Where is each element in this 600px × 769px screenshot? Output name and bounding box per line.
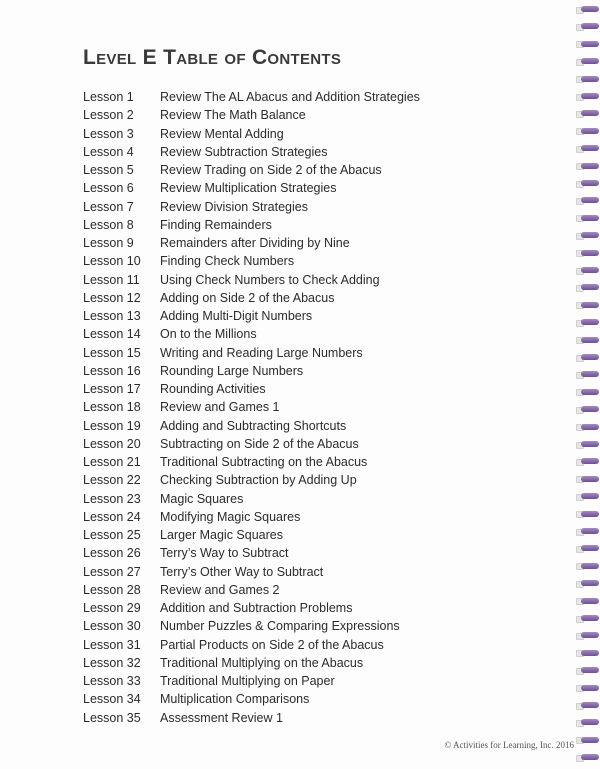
binding-coil [581,545,599,551]
binding-coil [581,58,599,64]
lesson-number: Lesson 6 [83,181,134,196]
lesson-number: Lesson 9 [83,236,134,251]
binding-coil [581,145,599,151]
binding-coil [581,41,599,47]
toc-entry [83,526,563,544]
toc-entry [83,508,563,526]
lesson-number: Lesson 14 [83,327,141,342]
lesson-number: Lesson 25 [83,528,141,543]
lesson-number: Lesson 8 [83,217,134,232]
toc-entry [83,344,563,362]
lesson-title: Modifying Magic Squares [160,509,301,524]
lesson-title: Finding Check Numbers [160,254,295,269]
lesson-title: Number Puzzles & Comparing Expressions [160,619,400,634]
lesson-number: Lesson 16 [83,363,141,378]
binding-coil [581,302,599,308]
lesson-number: Lesson 1 [83,90,134,105]
binding-coil [581,406,599,412]
binding-coil [581,163,599,169]
toc-entry [83,490,563,508]
lesson-number: Lesson 11 [83,272,140,287]
lesson-title: Review Subtraction Strategies [160,144,328,159]
table-of-contents [83,88,563,727]
binding-coil [581,737,599,743]
binding-coil [581,650,599,656]
page-title: Level E Table of Contents [83,46,342,69]
lesson-title: Terry’s Other Way to Subtract [160,564,324,579]
binding-coil [581,76,599,82]
binding-coil [581,685,599,691]
lesson-number: Lesson 33 [83,674,141,689]
lesson-title: Subtracting on Side 2 of the Abacus [160,436,359,451]
lesson-number: Lesson 7 [83,199,134,214]
lesson-number: Lesson 22 [83,473,141,488]
lesson-title: Assessment Review 1 [160,710,283,725]
lesson-number: Lesson 21 [83,455,141,470]
spiral-binding [574,0,600,769]
toc-entry [83,709,563,727]
toc-entry [83,179,563,197]
lesson-number: Lesson 18 [83,400,141,415]
lesson-number: Lesson 17 [83,382,141,397]
lesson-title: Rounding Large Numbers [160,363,304,378]
lesson-title: Addition and Subtraction Problems [160,601,353,616]
binding-coil [581,719,599,725]
toc-entry [83,325,563,343]
binding-coil [581,319,599,325]
lesson-number: Lesson 19 [83,418,141,433]
lesson-number: Lesson 15 [83,345,141,360]
lesson-number: Lesson 12 [83,290,141,305]
binding-coil [581,702,599,708]
lesson-title: Magic Squares [160,491,244,506]
binding-coil [581,180,599,186]
lesson-title: On to the Millions [160,327,257,342]
binding-coil [581,424,599,430]
binding-coil [581,93,599,99]
binding-coil [581,23,599,29]
binding-coil [581,215,599,221]
lesson-title: Traditional Multiplying on the Abacus [160,655,364,670]
lesson-title: Review and Games 1 [160,400,280,415]
toc-entry [83,690,563,708]
binding-coil [581,354,599,360]
toc-entry [83,271,563,289]
toc-entry [83,252,563,270]
toc-entry [83,143,563,161]
binding-coil [581,441,599,447]
binding-coil [581,580,599,586]
lesson-number: Lesson 27 [83,564,141,579]
toc-entry [83,471,563,489]
lesson-title: Rounding Activities [160,382,266,397]
toc-entry [83,216,563,234]
binding-coil [581,458,599,464]
toc-entry [83,398,563,416]
toc-entry [83,380,563,398]
lesson-number: Lesson 5 [83,163,134,178]
binding-coil [581,250,599,256]
binding-coil [581,667,599,673]
lesson-title: Larger Magic Squares [160,528,283,543]
binding-coil [581,337,599,343]
toc-entry [83,435,563,453]
binding-coil [581,528,599,534]
binding-coil [581,615,599,621]
lesson-number: Lesson 34 [83,692,141,707]
lesson-number: Lesson 23 [83,491,141,506]
lesson-title: Adding on Side 2 of the Abacus [160,290,335,305]
lesson-title: Review Trading on Side 2 of the Abacus [160,163,382,178]
lesson-number: Lesson 24 [83,509,141,524]
lesson-title: Adding Multi-Digit Numbers [160,309,313,324]
lesson-title: Using Check Numbers to Check Adding [160,272,380,287]
toc-entry [83,544,563,562]
lesson-number: Lesson 13 [83,309,141,324]
toc-entry [83,234,563,252]
binding-coil [581,110,599,116]
toc-entry [83,289,563,307]
binding-coil [581,267,599,273]
binding-coil [581,493,599,499]
lesson-number: Lesson 30 [83,619,141,634]
binding-coil [581,232,599,238]
toc-entry [83,581,563,599]
lesson-number: Lesson 32 [83,655,141,670]
lesson-title: Traditional Subtracting on the Abacus [160,455,368,470]
lesson-title: Review The AL Abacus and Addition Strategies [160,90,420,105]
lesson-title: Review and Games 2 [160,582,280,597]
lesson-title: Multiplication Comparisons [160,692,310,707]
lesson-title: Terry’s Way to Subtract [160,546,289,561]
binding-coil [581,563,599,569]
toc-entry [83,417,563,435]
binding-coil [581,371,599,377]
binding-coil [581,598,599,604]
lesson-title: Checking Subtraction by Adding Up [160,473,357,488]
lesson-number: Lesson 4 [83,144,134,159]
lesson-number: Lesson 26 [83,546,141,561]
toc-entry [83,453,563,471]
binding-coil [581,197,599,203]
lesson-title: Review The Math Balance [160,108,306,123]
lesson-title: Traditional Multiplying on Paper [160,674,335,689]
lesson-title: Remainders after Dividing by Nine [160,236,350,251]
binding-coil [581,476,599,482]
lesson-number: Lesson 35 [83,710,141,725]
lesson-number: Lesson 20 [83,436,141,451]
lesson-number: Lesson 3 [83,126,134,141]
toc-entry [83,672,563,690]
lesson-title: Adding and Subtracting Shortcuts [160,418,347,433]
binding-coil [581,128,599,134]
binding-coil [581,6,599,12]
binding-coil [581,511,599,517]
toc-entry [83,198,563,216]
binding-coil [581,632,599,638]
toc-entry [83,599,563,617]
lesson-title: Review Mental Adding [160,126,284,141]
toc-entry [83,636,563,654]
lesson-number: Lesson 10 [83,254,141,269]
lesson-title: Writing and Reading Large Numbers [160,345,363,360]
lesson-number: Lesson 28 [83,582,141,597]
lesson-title: Partial Products on Side 2 of the Abacus [160,637,384,652]
toc-entry [83,106,563,124]
binding-coil [581,754,599,760]
toc-entry [83,362,563,380]
lesson-number: Lesson 31 [83,637,141,652]
toc-entry [83,88,563,106]
lesson-title: Finding Remainders [160,217,272,232]
binding-coil [581,284,599,290]
toc-entry [83,161,563,179]
lesson-title: Review Division Strategies [160,199,308,214]
toc-entry [83,563,563,581]
toc-entry [83,654,563,672]
toc-entry [83,125,563,143]
toc-entry [83,617,563,635]
copyright-notice: © Activities for Learning, Inc. 2016 [444,740,574,750]
lesson-number: Lesson 2 [83,108,134,123]
toc-entry [83,307,563,325]
binding-coil [581,389,599,395]
lesson-title: Review Multiplication Strategies [160,181,337,196]
lesson-number: Lesson 29 [83,601,141,616]
